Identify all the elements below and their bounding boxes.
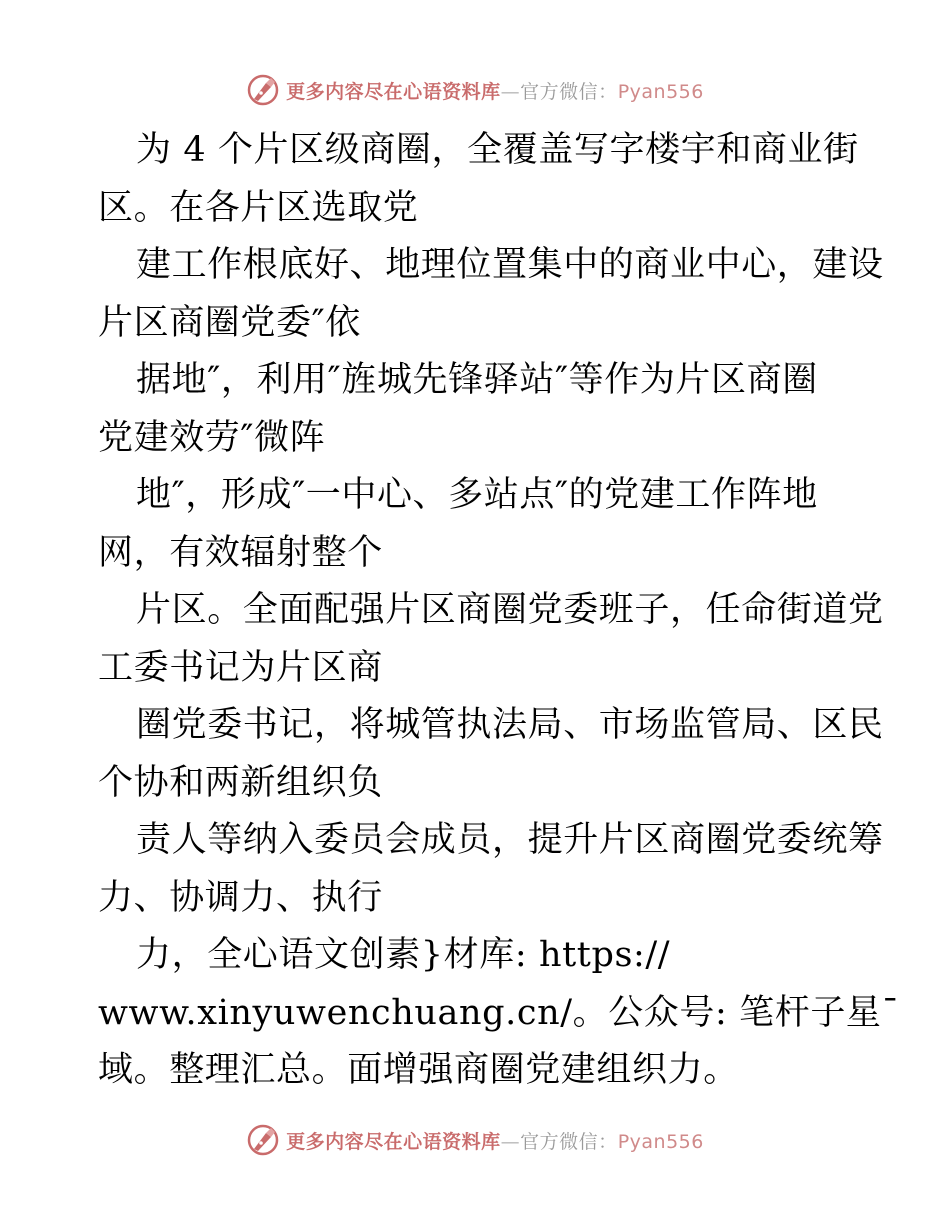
- text-line: 据地″，利用″旌城先锋驿站″等作为片区商圈: [136, 360, 818, 400]
- text-line: 个协和两新组织负: [98, 762, 383, 803]
- banner-separator: —: [500, 80, 521, 103]
- text-line: 片区。全面配强片区商圈党委班子，任命街道党: [136, 590, 884, 630]
- text-line: 责人等纳入委员会成员，提升片区商圈党委统筹: [136, 820, 884, 860]
- pen-nib-logo-icon: [246, 1123, 280, 1157]
- footer-banner: [0, 1120, 950, 1160]
- text-line: 域。整理汇总。面增强商圈党建组织力。: [98, 1050, 739, 1090]
- text-line: 建工作根底好、地理位置集中的商业中心，建设: [136, 245, 884, 285]
- text-line: www.xinyuwenchuang.cn/。公众号: 笔杆子星¯: [98, 992, 900, 1033]
- text-line: 区。在各片区选取党: [98, 187, 419, 228]
- text-line: 力，全心语文创素}材库: https://: [136, 935, 671, 975]
- text-line: 片区商圈党委″依: [98, 302, 361, 343]
- text-line: 党建效劳″微阵: [98, 417, 326, 458]
- banner-brand: 更多内容尽在心语资料库: [286, 1130, 501, 1153]
- banner-text: [286, 77, 704, 104]
- banner-official-label: 官方微信：: [520, 80, 618, 103]
- pen-nib-logo-icon: [246, 73, 280, 107]
- text-line: 地″，形成″一中心、多站点″的党建工作阵地: [136, 475, 818, 515]
- text-line: 圈党委书记，将城管执法局、市场监管局、区民: [136, 705, 884, 745]
- banner-official-label: 官方微信：: [520, 1130, 618, 1153]
- banner-brand: 更多内容尽在心语资料库: [286, 80, 501, 103]
- banner-separator: —: [500, 1130, 521, 1153]
- banner-wechat-handle: Pyan556: [617, 1130, 704, 1153]
- banner-text: [286, 1127, 704, 1154]
- text-line: 工委书记为片区商: [98, 647, 383, 688]
- header-banner: [0, 70, 950, 110]
- text-line: 为 4 个片区级商圈，全覆盖写字楼宇和商业街: [136, 130, 859, 170]
- text-line: 力、协调力、执行: [98, 877, 383, 918]
- banner-wechat-handle: Pyan556: [617, 80, 704, 103]
- text-line: 网，有效辐射整个: [98, 532, 383, 573]
- document-body: [98, 122, 900, 1100]
